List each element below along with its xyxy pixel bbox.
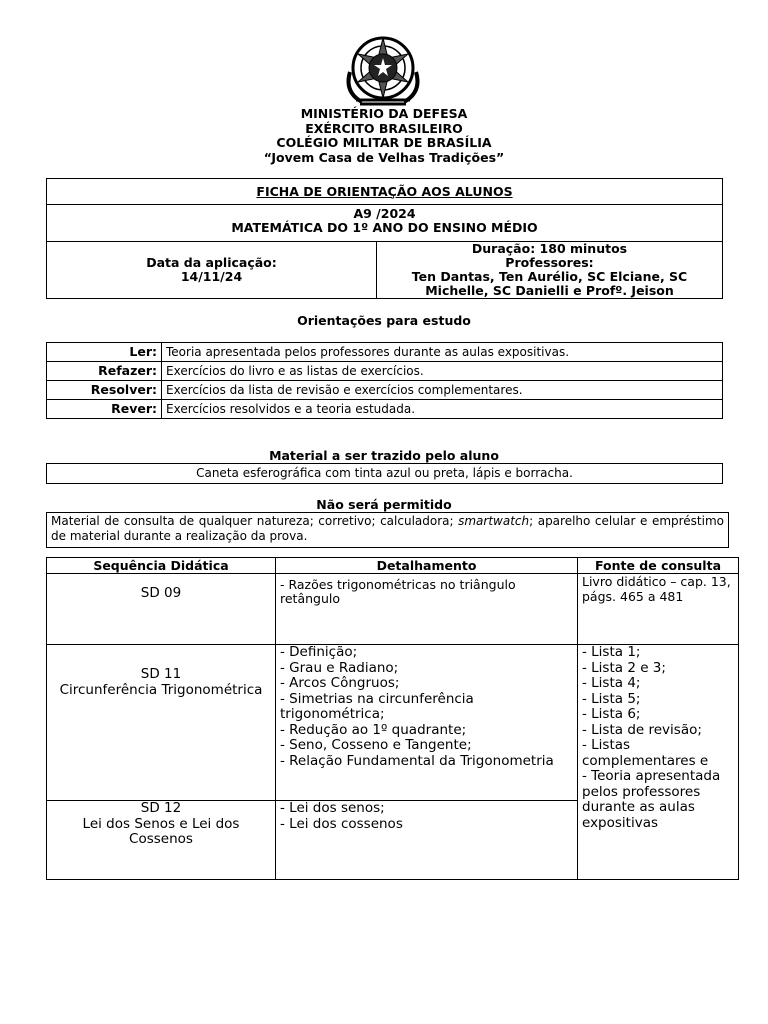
duration: Duração: 180 minutos xyxy=(471,241,628,256)
professors-names: Ten Dantas, Ten Aurélio, SC Elciane, SC Michelle, SC Danielli e Profº. Jeison xyxy=(411,269,688,298)
sd11-detail-item: - Definição; xyxy=(280,644,358,660)
col-header-detalhamento: Detalhamento xyxy=(276,558,578,574)
sd11-detail-item: - Grau e Radiano; xyxy=(280,659,399,676)
orient-value-rever: Exercícios resolvidos e a teoria estudada. xyxy=(162,400,723,419)
sd09-source: Livro didático – cap. 13, págs. 465 a 481 xyxy=(578,574,739,645)
material-title: Material a ser trazido pelo aluno xyxy=(269,448,499,463)
sd11-detail-item: - Relação Fundamental da Trigonometria xyxy=(280,752,554,769)
header-motto: “Jovem Casa de Velhas Tradições” xyxy=(263,149,505,165)
header-college: COLÉGIO MILITAR DE BRASÍLIA xyxy=(276,135,492,150)
proibido-title: Não será permitido xyxy=(316,497,452,512)
orient-key-resolver: Resolver: xyxy=(47,381,162,400)
sequencia-table xyxy=(46,557,739,880)
source-item: - Teoria apresentada pelos professores durante as aulas expositivas xyxy=(582,768,721,831)
sd11-detail-item: - Seno, Cosseno e Tangente; xyxy=(280,737,472,753)
orient-value-ler: Teoria apresentada pelos professores durante as aulas expositivas. xyxy=(162,343,723,362)
source-item: - Lista 2 e 3; xyxy=(582,659,666,676)
source-item: - Lista 1; xyxy=(582,644,641,660)
ficha-table xyxy=(46,178,723,299)
orient-value-resolver: Exercícios da lista de revisão e exercícios complementares. xyxy=(162,381,723,400)
brazil-coat-of-arms-emblem xyxy=(342,32,424,110)
header-army: EXÉRCITO BRASILEIRO xyxy=(305,120,463,136)
proibido-part2: ; aparelho celular e empréstimo de material durante a realização da prova. xyxy=(51,514,725,543)
header-ministry: MINISTÉRIO DA DEFESA xyxy=(300,106,468,121)
sd12-name: SD 12 xyxy=(140,800,182,816)
source-item: - Lista 5; xyxy=(582,690,641,707)
orientacoes-title: Orientações para estudo xyxy=(297,313,471,328)
source-item: - Lista de revisão; xyxy=(582,721,702,738)
col-header-sequencia: Sequência Didática xyxy=(47,558,276,574)
sd11-detail-item: - Redução ao 1º quadrante; xyxy=(280,721,467,738)
sd11-name: SD 11 xyxy=(140,666,182,682)
proibido-text xyxy=(46,512,729,548)
sd12-detail-item: - Lei dos cossenos xyxy=(280,815,403,832)
source-item: - Listas complementares e xyxy=(582,737,709,769)
orient-key-ler: Ler: xyxy=(47,343,162,362)
sd12-subtitle: Lei dos Senos e Lei dos Cossenos xyxy=(82,815,240,847)
material-text: Caneta esferográfica com tinta azul ou preta, lápis e borracha. xyxy=(46,463,723,484)
date-label: Data da aplicação: xyxy=(146,255,277,270)
source-item: - Lista 4; xyxy=(582,675,641,691)
sd11-detail-item: - Arcos Côngruos; xyxy=(280,675,400,691)
proibido-smartwatch: smartwatch xyxy=(458,514,530,528)
orient-key-refazer: Refazer: xyxy=(47,362,162,381)
sd12-detail-item: - Lei dos senos; xyxy=(280,800,385,816)
orientacoes-table xyxy=(46,342,723,419)
orient-value-refazer: Exercícios do livro e as listas de exercícios. xyxy=(162,362,723,381)
institution-header xyxy=(0,107,768,165)
professors-label: Professores: xyxy=(505,255,594,270)
ficha-title: FICHA DE ORIENTAÇÃO AOS ALUNOS xyxy=(256,183,513,199)
ficha-code: A9 /2024 xyxy=(353,206,416,221)
sd11-detail-item: - Simetrias na circunferência trigonométrica; xyxy=(280,690,474,722)
sd11-subtitle: Circunferência Trigonométrica xyxy=(59,681,263,698)
col-header-fonte: Fonte de consulta xyxy=(578,558,739,574)
orient-key-rever: Rever: xyxy=(47,400,162,419)
ficha-subject: MATEMÁTICA DO 1º ANO DO ENSINO MÉDIO xyxy=(231,220,538,235)
proibido-part1: Material de consulta de qualquer natureza; corretivo; calculadora; xyxy=(51,514,459,528)
source-item: - Lista 6; xyxy=(582,706,641,722)
sd09-detail: - Razões trigonométricas no triângulo retângulo xyxy=(276,574,578,645)
sd09-name: SD 09 xyxy=(47,574,276,645)
date-value: 14/11/24 xyxy=(180,269,243,284)
